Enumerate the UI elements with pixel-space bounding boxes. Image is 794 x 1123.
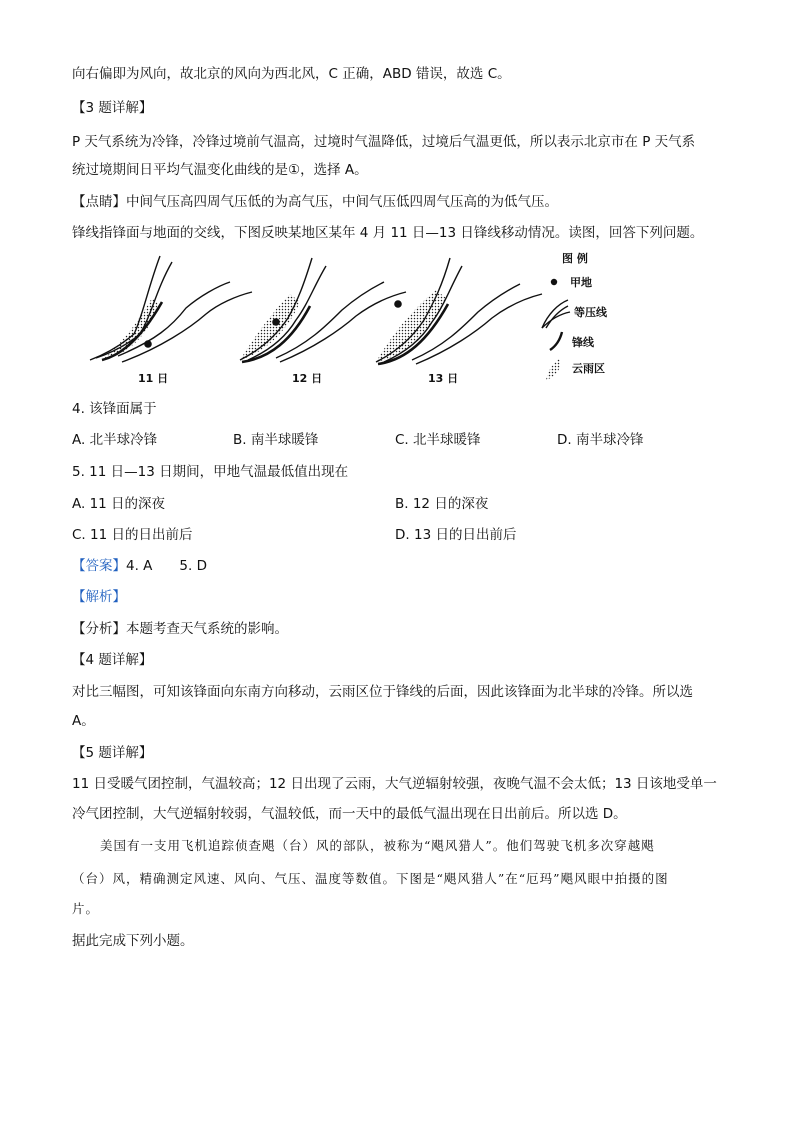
legend-rain-label: 云雨区 bbox=[572, 362, 605, 375]
q5-option-b[interactable]: B. 12 日的深夜 bbox=[395, 496, 489, 512]
panel-day-12 bbox=[240, 258, 406, 385]
instruction-line: 据此完成下列小题。 bbox=[72, 933, 194, 949]
text-line: 统过境期间日平均气温变化曲线的是①，选择 A。 bbox=[72, 162, 368, 178]
front-movement-figure bbox=[80, 248, 640, 393]
answer-line bbox=[72, 556, 207, 576]
text-line: 11 日受暖气团控制，气温较高；12 日出现了云雨，大气逆辐射较强，夜晚气温不会太低；13 日该地受单一 bbox=[72, 776, 717, 792]
legend-rain-symbol bbox=[546, 358, 560, 380]
answer-text: 4. A 5. D bbox=[126, 558, 207, 574]
q4-option-d[interactable]: D. 南半球冷锋 bbox=[557, 432, 644, 448]
analysis-summary: 【分析】本题考查天气系统的影响。 bbox=[72, 621, 288, 637]
isobar bbox=[276, 282, 384, 358]
site-jia-marker bbox=[144, 340, 152, 348]
text-line: A。 bbox=[72, 713, 95, 729]
figure-legend bbox=[542, 251, 608, 380]
q5-option-d[interactable]: D. 13 日的日出前后 bbox=[395, 527, 517, 543]
analysis-heading: 【解析】 bbox=[72, 589, 126, 605]
q5-option-a[interactable]: A. 11 日的深夜 bbox=[72, 496, 166, 512]
text-line: 向右偏即为风向，故北京的风向为西北风，C 正确，ABD 错误，故选 C。 bbox=[72, 66, 511, 82]
q4-option-a[interactable]: A. 北半球冷锋 bbox=[72, 432, 158, 448]
stem-line: 片。 bbox=[72, 901, 100, 916]
legend-title: 图 例 bbox=[562, 252, 588, 265]
text-line: 对比三幅图，可知该锋面向东南方向移动，云雨区位于锋线的后面，因此该锋面为北半球的冷锋。所以选 bbox=[72, 684, 693, 700]
panel-label-11: 11 日 bbox=[138, 372, 169, 385]
section-heading: 【5 题详解】 bbox=[72, 745, 153, 761]
panel-day-13 bbox=[376, 258, 542, 385]
legend-front-label: 锋线 bbox=[572, 336, 594, 349]
site-jia-marker bbox=[272, 318, 280, 326]
panel-label-13: 13 日 bbox=[428, 372, 459, 385]
q5-option-c[interactable]: C. 11 日的日出前后 bbox=[72, 527, 193, 543]
isobar bbox=[118, 282, 230, 356]
tip-line: 【点睛】中间气压高四周气压低的为高气压，中间气压低四周气压高的为低气压。 bbox=[72, 194, 558, 210]
stem-line: （台）风，精确测定风速、风向、气压、温度等数值。下图是“飓风猎人”在“厄玛”飓风眼中拍摄的图 bbox=[72, 871, 669, 886]
legend-isobar-label: 等压线 bbox=[574, 306, 607, 319]
q4-option-c[interactable]: C. 北半球暖锋 bbox=[395, 432, 481, 448]
panel-day-11 bbox=[90, 256, 252, 385]
legend-front-symbol bbox=[550, 332, 562, 350]
question-4: 4. 该锋面属于 bbox=[72, 401, 157, 417]
text-line: 冷气团控制，大气逆辐射较弱，气温较低，而一天中的最低气温出现在日出前后。所以选 D。 bbox=[72, 806, 627, 822]
answer-label: 【答案】 bbox=[72, 558, 126, 574]
question-5: 5. 11 日—13 日期间，甲地气温最低值出现在 bbox=[72, 464, 349, 480]
q4-option-b[interactable]: B. 南半球暖锋 bbox=[233, 432, 319, 448]
section-heading: 【3 题详解】 bbox=[72, 100, 153, 116]
legend-site-symbol bbox=[551, 279, 557, 285]
site-jia-marker bbox=[394, 300, 402, 308]
question-intro: 锋线指锋面与地面的交线，下图反映某地区某年 4 月 11 日—13 日锋线移动情况。读图，回答下列问题。 bbox=[72, 225, 704, 241]
panel-label-12: 12 日 bbox=[292, 372, 323, 385]
text-line: P 天气系统为冷锋，冷锋过境前气温高，过境时气温降低，过境后气温更低，所以表示北京市在 P 天气系 bbox=[72, 134, 696, 150]
stem-line: 美国有一支用飞机追踪侦查飓（台）风的部队，被称为“飓风猎人”。他们驾驶飞机多次穿越飓 bbox=[100, 838, 655, 853]
section-heading: 【4 题详解】 bbox=[72, 652, 153, 668]
legend-site-label: 甲地 bbox=[570, 276, 592, 289]
